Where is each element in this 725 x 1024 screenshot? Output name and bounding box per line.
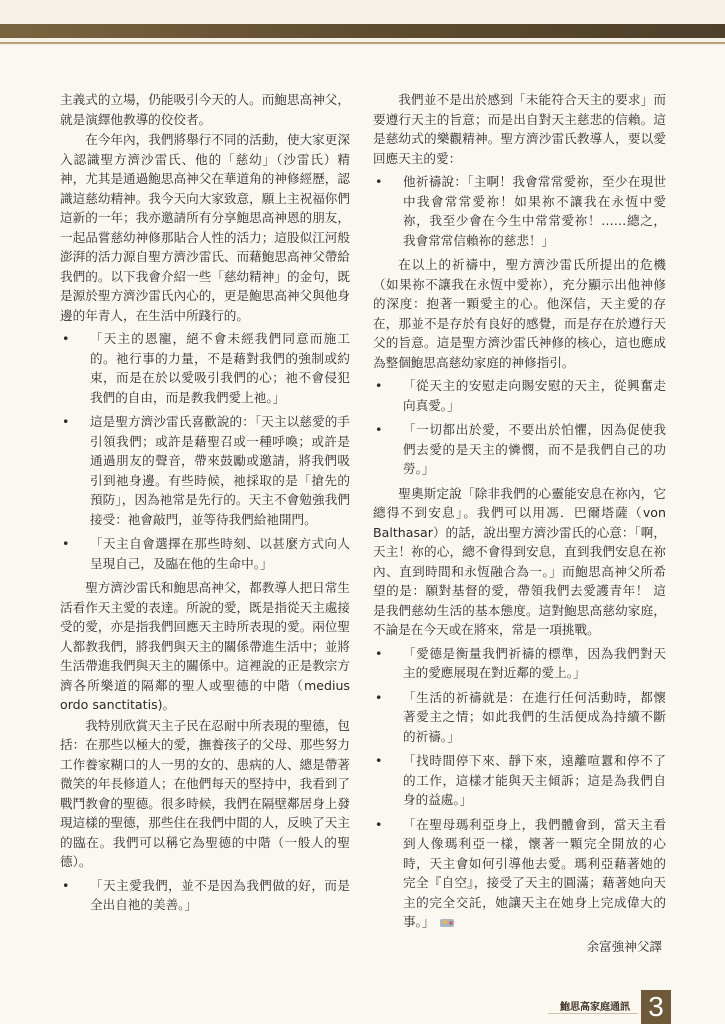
quote-list [60, 876, 350, 915]
quote-text: 這是聖方濟沙雷氏喜歡說的：「天主以慈愛的手引領我們；或許是藉聖召或一種呼喚；或許是通過朋友的聲音，帶來鼓勵或邀請，將我們吸引到祂身邊。有些時候，祂採取的是「搶先的預防」，因為祂常是先行的。天主不會勉強我們接受：祂會敲門，並等待我們給祂開門。 [90, 414, 350, 527]
list-item [60, 329, 350, 407]
quote-list [373, 644, 666, 932]
list-item [60, 534, 350, 573]
header-rule [0, 42, 725, 44]
header-band [0, 0, 725, 46]
bullet-icon: • [375, 753, 383, 768]
bullet-icon: • [375, 174, 383, 189]
bullet-icon: • [62, 877, 70, 893]
footer-rule [548, 1013, 638, 1014]
page-number: 3 [641, 990, 671, 1024]
bullet-icon: • [62, 536, 70, 551]
paragraph: 我特別欣賞天主子民在忍耐中所表現的聖德，包括：在那些以極大的愛，撫養孩子的父母、那些努力工作養家糊口的人一男的女的、患病的人、總是帶著微笑的年長修道人；在他們每天的堅持中，我看到了戰鬥教會的聖德。很多時候，我們在隔壁鄰居身上發現這樣的聖德，那些住在我們中間的人，反映了天主的臨在。我們可以稱它為聖德的中階（一般人的聖德）。 [60, 717, 350, 869]
paragraph: 在今年內，我們將舉行不同的活動，使大家更深入認識聖方濟沙雷氏、他的「慈幼」（沙雷氏）精神，尤其是通過鮑思高神父在華道角的神修經歷，認識這慈幼精神。我今天向大家致意，願上主祝福你們這新的一年；我亦邀請所有分享鮑思高神恩的朋友，一起品嘗慈幼神修那貼合人性的活力；這股似江河般澎湃的活力源自聖方濟沙雷氏、而藉鮑思高神父帶給我們的。以下我會介紹一些「慈幼精神」的金句，既是源於聖方濟沙雷氏內心的，更是鮑思高神父與他身邊的年青人，在生活中所踐行的。 [60, 132, 350, 323]
header-bar [0, 24, 725, 38]
bullet-icon: • [62, 331, 70, 346]
bullet-icon: • [375, 422, 383, 437]
paragraph: 我們並不是出於感到「未能符合天主的要求」而要遵行天主的旨意；而是出自對天主慈悲的信賴。這是慈幼式的樂觀精神。聖方濟沙雷氏教導人，要以愛回應天主的愛： [373, 92, 666, 166]
list-item [373, 751, 666, 810]
quote-list [373, 376, 666, 479]
list-item [373, 376, 666, 415]
quote-list [373, 172, 666, 250]
left-column [60, 90, 350, 920]
bullet-icon: • [375, 816, 383, 832]
list-item [373, 644, 666, 683]
list-item [373, 172, 666, 250]
ornament-icon [438, 916, 458, 929]
quote-text: 「一切都出於愛，不要出於怕懼，因為促使我們去愛的是天主的憐憫，而不是我們自己的功勞。」 [403, 422, 666, 476]
list-item [373, 815, 666, 932]
quote-text: 「天主愛我們，並不是因為我們做的好，而是全出自祂的美善。」 [90, 877, 350, 912]
bullet-icon: • [62, 414, 70, 429]
quote-text: 「找時間停下來、靜下來，遠離喧囂和停不了的工作，這樣才能與天主傾訴；這是為我們自身的益處。」 [403, 753, 666, 807]
list-item [60, 876, 350, 915]
paragraph: 聖方濟沙雷氏和鮑思高神父，都教導人把日常生活看作天主愛的表達。所說的愛，既是指從天主處接受的愛，亦是指我們回應天主時所表現的愛。兩位聖人都教我們，將我們與天主的關係帶進生活中；並將生活帶進我們與天主的關係中。這裡說的正是教宗方濟各所樂道的隔鄰的聖人或聖德的中階（medius ordo sanctitatis)。 [60, 580, 350, 712]
quote-text: 「天主的恩寵，絕不會未經我們同意而施工的。祂行事的力量，不是藉對我們的強制或約束，而是在於以愛吸引我們的心；祂不會侵犯我們的自由，而是教我們愛上祂。」 [90, 331, 350, 405]
bullet-icon: • [375, 378, 383, 393]
list-item [373, 420, 666, 479]
quote-text: 「天主自會選擇在那些時刻、以甚麼方式向人呈現自己，及臨在他的生命中。」 [90, 536, 350, 571]
list-item [373, 688, 666, 747]
bullet-icon: • [375, 689, 383, 705]
right-column [373, 90, 666, 956]
quote-text: 「生活的祈禱就是：在進行任何活動時，都懷著愛主之情；如此我們的生活便成為持續不斷的祈禱。」 [403, 689, 666, 744]
quote-text: 他祈禱說：「主啊！我會常常愛祢，至少在現世中我會常常愛祢！如果祢不讓我在永恆中愛祢，我至少會在今生中常常愛祢！……總之，我會常常信賴祢的慈悲！」 [403, 174, 666, 248]
bullet-icon: • [375, 645, 383, 661]
quote-text: 「在聖母瑪利亞身上，我們體會到，當天主看到人像瑪利亞一樣，懷著一顆完全開放的心時，天主會如何引導他去愛。瑪利亞藉著她的完全『自空』，接受了天主的圓滿；藉著她向天主的完全交託，她讓天主在她身上完成偉大的事。」 [403, 816, 666, 929]
translator-credit: 余富強神父譯 [586, 938, 662, 954]
paragraph: 在以上的祈禱中，聖方濟沙雷氏所提出的危機（如果祢不讓我在永恆中愛祢），充分顯示出他神修的深度：抱著一顆愛主的心。他深信，天主愛的存在，那並不是存於有良好的感覺，而是存在於遵行天父的旨意。這是聖方濟沙雷氏神修的核心，這也應成為整個鮑思高慈幼家庭的神修指引。 [373, 257, 666, 370]
paragraph: 主義式的立場，仍能吸引今天的人。而鮑思高神父，就是演繹他教導的佼佼者。 [60, 92, 350, 127]
paragraph: 聖奧斯定說「除非我們的心靈能安息在祢內，它總得不到安息」。我們可以用馮．巴爾塔薩（von Balthasar）的話，說出聖方濟沙雷氏的心意：「啊，天主！祢的心，總不會得到安息，直到我們安息在祢內、直到時間和永恆融合為一。」而鮑思高神父所希望的是：願對基督的愛，帶領我們去愛護青年！ 這是我們慈幼生活的基本態度。這對鮑思高慈幼家庭，不論是在今天或在將來，常是一項挑戰。 [373, 485, 666, 637]
publication-name: 鮑思高家庭通訊 [560, 1002, 630, 1013]
list-item [60, 412, 350, 529]
quote-text: 「愛德是衡量我們祈禱的標準，因為我們對天主的愛應展現在對近鄰的愛上。」 [403, 645, 666, 680]
quote-text: 「從天主的安慰走向賜安慰的天主，從興奮走向真愛。」 [403, 378, 666, 413]
quote-list [60, 329, 350, 573]
